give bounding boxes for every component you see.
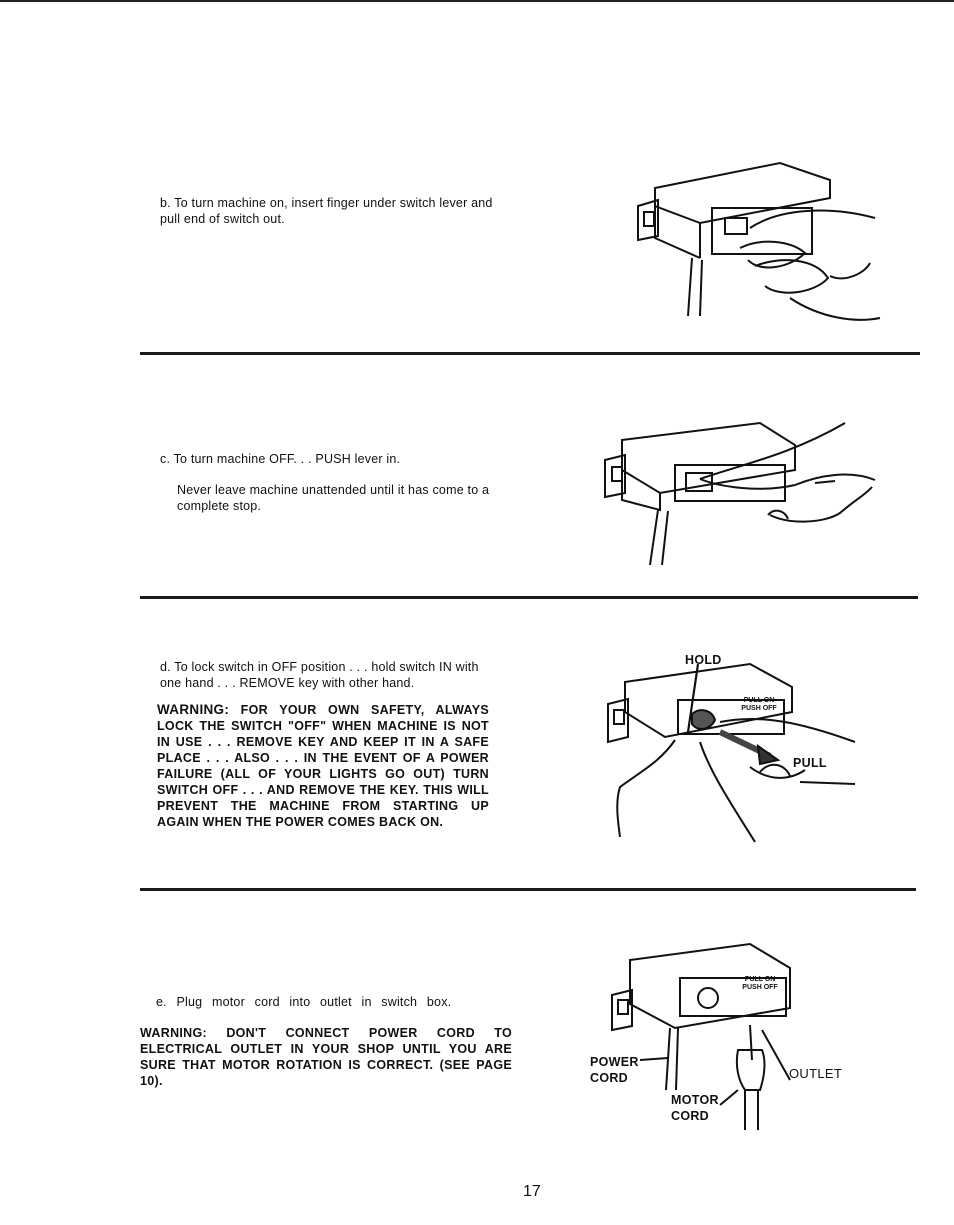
section-divider bbox=[140, 888, 916, 891]
switch-outlet-illustration bbox=[590, 940, 860, 1140]
fig-label-outlet: OUTLET bbox=[789, 1066, 843, 1081]
step-d-warning bbox=[157, 702, 489, 830]
switch-marking-push-off: PUSH OFF bbox=[742, 984, 778, 991]
step-d-text: d. To lock switch in OFF position . . . hold switch IN with one hand . . . REMOVE key with other hand. bbox=[160, 660, 479, 690]
switch-marking-pull-on: PULL ON bbox=[744, 976, 776, 983]
switch-marking bbox=[737, 697, 781, 713]
step-c-note: Never leave machine unattended until it has come to a complete stop. bbox=[177, 483, 490, 513]
switch-marking bbox=[738, 976, 782, 992]
page-number: 17 bbox=[523, 1183, 541, 1200]
step-e-warning: WARNING: DON'T CONNECT POWER CORD TO ELECTRICAL OUTLET IN YOUR SHOP UNTIL YOU ARE SURE THAT MOTOR ROTATION IS CORRECT. (SEE PAGE 10). bbox=[140, 1026, 512, 1088]
step-b-text: b. To turn machine on, insert finger under switch lever and pull end of switch out. bbox=[160, 196, 493, 226]
warning-label: WARNING: bbox=[157, 702, 230, 717]
section-divider bbox=[140, 352, 920, 355]
switch-marking-push-off: PUSH OFF bbox=[741, 705, 777, 712]
switch-marking-pull-on: PULL ON bbox=[743, 697, 775, 704]
switch-push-off-illustration bbox=[600, 415, 890, 575]
fig-label-hold: HOLD bbox=[685, 653, 722, 667]
fig-label-pull: PULL bbox=[793, 756, 827, 770]
step-c-text: c. To turn machine OFF. . . PUSH lever in. bbox=[160, 452, 401, 466]
fig-label-power-cord: POWER CORD bbox=[590, 1055, 639, 1085]
switch-lock-key-illustration bbox=[600, 652, 870, 862]
fig-label-motor-cord: MOTOR CORD bbox=[671, 1093, 719, 1123]
page-top-edge bbox=[0, 0, 954, 2]
section-divider bbox=[140, 596, 918, 599]
switch-pull-on-illustration bbox=[630, 158, 890, 328]
step-e-text: e. Plug motor cord into outlet in switch box. bbox=[156, 995, 452, 1009]
warning-body: FOR YOUR OWN SAFETY, ALWAYS LOCK THE SWITCH "OFF" WHEN MACHINE IS NOT IN USE . . . REMOVE KEY AND KEEP IT IN A SAFE PLACE . . . ALSO . . . IN THE EVENT OF A POWER FAILURE (ALL OF YOUR LIGHTS GO OUT) TURN SWITCH OFF . . . AND REMOVE THE KEY. THIS WILL PREVENT THE MACHINE FROM STARTING UP AGAIN WHEN THE POWER COMES BACK ON. bbox=[157, 703, 489, 829]
